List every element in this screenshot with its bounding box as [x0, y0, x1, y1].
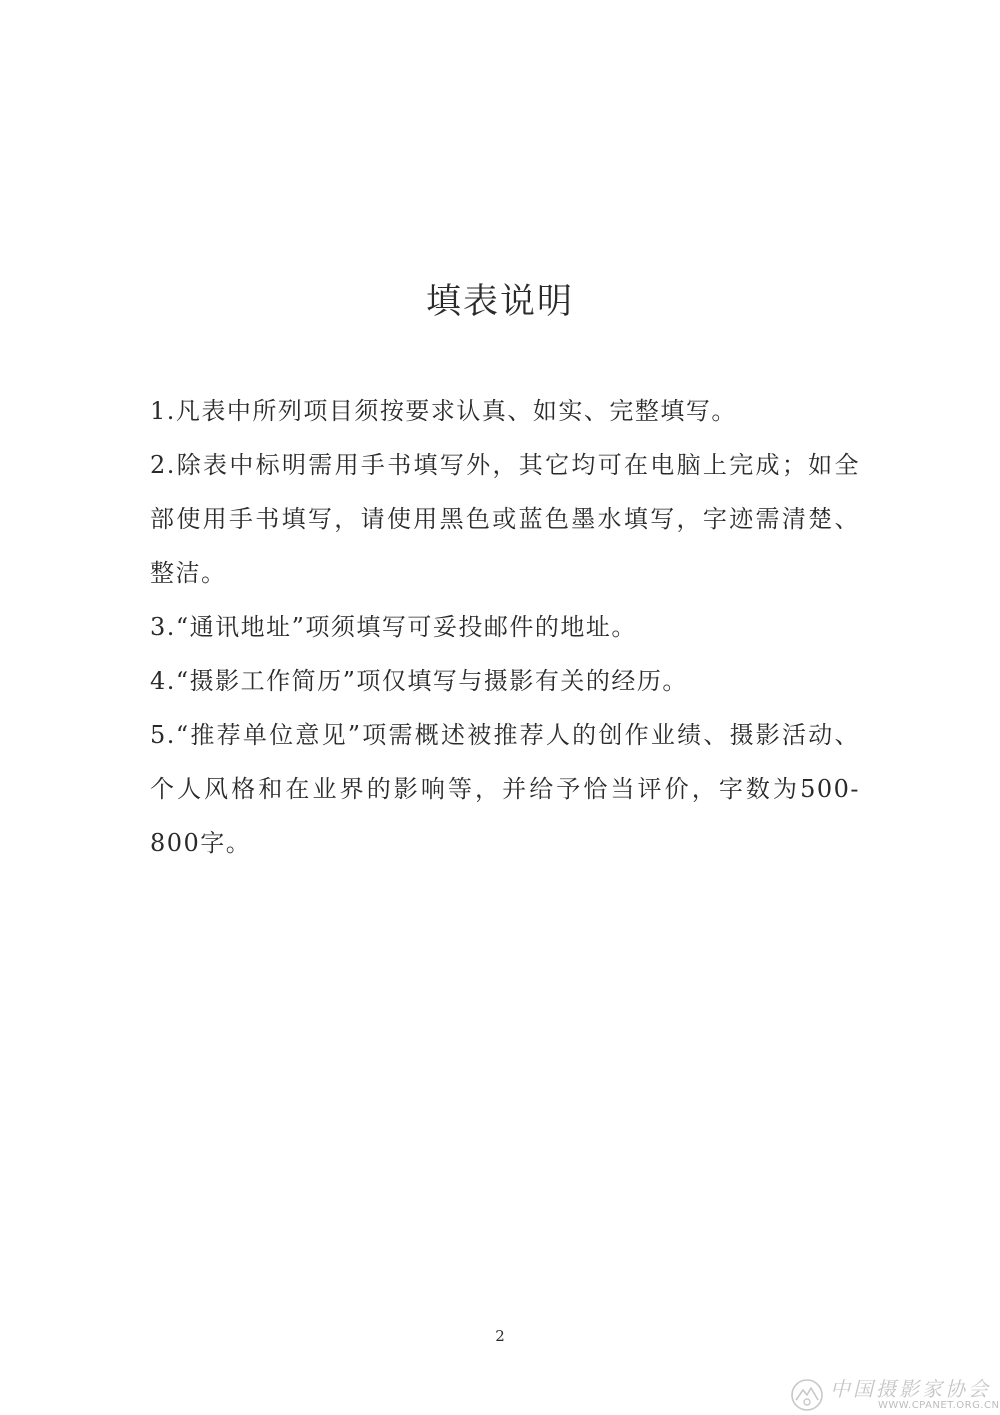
instruction-list: [150, 384, 860, 870]
instruction-item-1: 1.凡表中所列项目须按要求认真、如实、完整填写。: [150, 397, 737, 425]
watermark: [790, 1377, 1000, 1412]
instruction-item-3: 3.“通讯地址”项须填写可妥投邮件的地址。: [150, 613, 637, 641]
watermark-url: WWW.CPANET.ORG.CN: [878, 1400, 1000, 1411]
instruction-item-2: 2.除表中标明需用手书填写外，其它均可在电脑上完成；如全部使用手书填写，请使用黑色或蓝色墨水填写，字迹需清楚、整洁。: [150, 451, 860, 587]
watermark-name: 中国摄影家协会: [830, 1377, 991, 1401]
page-number: 2: [495, 1327, 505, 1345]
instruction-item-4: 4.“摄影工作简历”项仅填写与摄影有关的经历。: [150, 667, 688, 695]
page-title: 填表说明: [425, 282, 574, 322]
instruction-item-5: 5.“推荐单位意见”项需概述被推荐人的创作业绩、摄影活动、个人风格和在业界的影响等，并给予恰当评价，字数为500-800字。: [150, 721, 860, 857]
cpa-logo-icon: [790, 1378, 824, 1412]
